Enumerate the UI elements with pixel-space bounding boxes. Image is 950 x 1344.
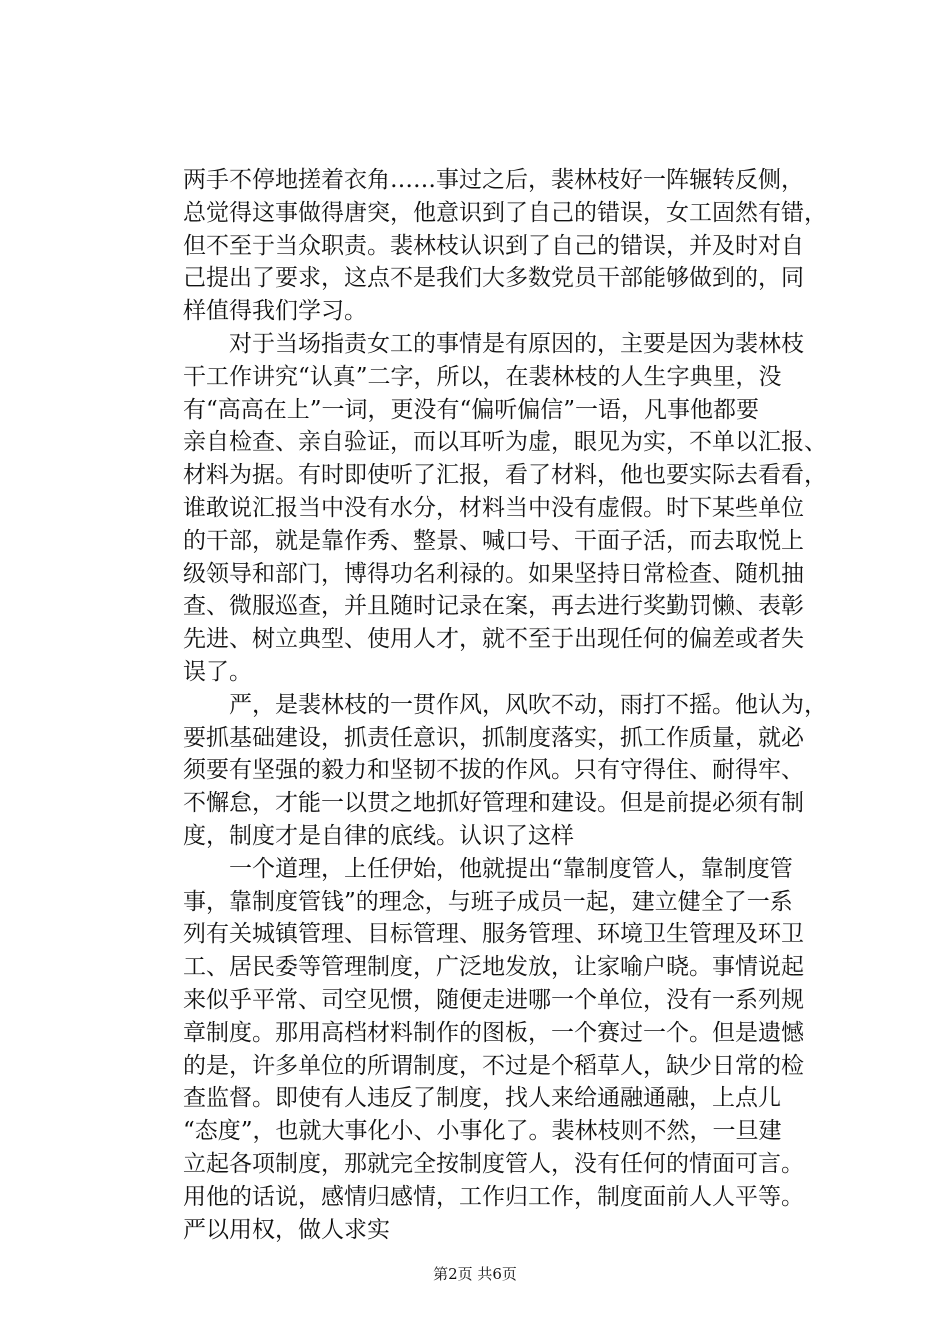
text-line: 样值得我们学习。 — [183, 298, 367, 325]
text-line: 用他的话说，感情归感情，工作归工作，制度面前人人平等。 — [183, 1183, 804, 1210]
text-line: 列有关城镇管理、目标管理、服务管理、环境卫生管理及环卫 — [183, 921, 804, 948]
text-line: 要抓基础建设，抓责任意识，抓制度落实，抓工作质量，就必 — [183, 724, 804, 751]
text-line: 误了。 — [183, 658, 252, 685]
text-line: 工、居民委等管理制度，广泛地发放，让家喻户晓。事情说起 — [183, 954, 804, 981]
text-line: 事，靠制度管钱”的理念，与班子成员一起，建立健全了一系 — [183, 888, 793, 915]
text-line: 谁敢说汇报当中没有水分，材料当中没有虚假。时下某些单位 — [183, 494, 804, 521]
text-line: 章制度。那用高档材料制作的图板，一个赛过一个。但是遗憾 — [183, 1019, 804, 1046]
text-line: 级领导和部门，博得功名利禄的。如果坚持日常检查、随机抽 — [183, 560, 804, 587]
text-line: 查监督。即使有人违反了制度，找人来给通融通融，上点儿 — [183, 1085, 781, 1112]
text-line: 总觉得这事做得唐突，他意识到了自己的错误，女工固然有错， — [183, 199, 827, 226]
text-line: 先进、树立典型、使用人才，就不至于出现任何的偏差或者失 — [183, 626, 804, 653]
text-line: 两手不停地搓着衣角……事过之后，裴林枝好一阵辗转反侧， — [183, 167, 804, 193]
text-line: 亲自检查、亲自验证，而以耳听为虚，眼见为实，不单以汇报、 — [183, 429, 827, 456]
page-number-footer: 第2页 共6页 — [433, 1265, 517, 1283]
text-line: 不懈怠，才能一以贯之地抓好管理和建设。但是前提必须有制 — [183, 790, 804, 817]
paragraph-start-line: 一个道理，上任伊始，他就提出“靠制度管人，靠制度管 — [229, 855, 793, 882]
text-line: 查、微服巡查，并且随时记录在案，再去进行奖勤罚懒、表彰 — [183, 593, 804, 620]
text-line: 的是，许多单位的所谓制度，不过是个稻草人，缺少日常的检 — [183, 1052, 804, 1079]
text-line: 己提出了要求，这点不是我们大多数党员干部能够做到的，同 — [183, 265, 804, 292]
text-line: 干工作讲究“认真”二字，所以，在裴林枝的人生字典里，没 — [183, 363, 782, 390]
text-line: 但不至于当众职责。裴林枝认识到了自己的错误，并及时对自 — [183, 232, 804, 259]
text-line: 须要有坚强的毅力和坚韧不拔的作风。只有守得住、耐得牢、 — [183, 757, 804, 784]
paragraph-start-line: 对于当场指责女工的事情是有原因的，主要是因为裴林枝 — [229, 330, 804, 357]
text-line: 有“高高在上”一词，更没有“偏听偏信”一语，凡事他都要 — [183, 396, 760, 423]
document-body — [183, 164, 828, 1246]
text-line: 的干部，就是靠作秀、整景、喊口号、干面子活，而去取悦上 — [183, 527, 804, 554]
text-line: 立起各项制度，那就完全按制度管人，没有任何的情面可言。 — [183, 1150, 804, 1177]
text-line: 材料为据。有时即使听了汇报，看了材料，他也要实际去看看， — [183, 462, 827, 489]
text-line: 来似乎平常、司空见惯，随便走进哪一个单位，没有一系列规 — [183, 986, 804, 1013]
paragraph-start-line: 严，是裴林枝的一贯作风，风吹不动，雨打不摇。他认为， — [229, 691, 827, 718]
text-line: “态度”，也就大事化小、小事化了。裴林枝则不然，一旦建 — [183, 1118, 782, 1145]
text-line: 严以用权，做人求实 — [183, 1216, 390, 1243]
text-line: 度，制度才是自律的底线。认识了这样 — [183, 822, 574, 849]
